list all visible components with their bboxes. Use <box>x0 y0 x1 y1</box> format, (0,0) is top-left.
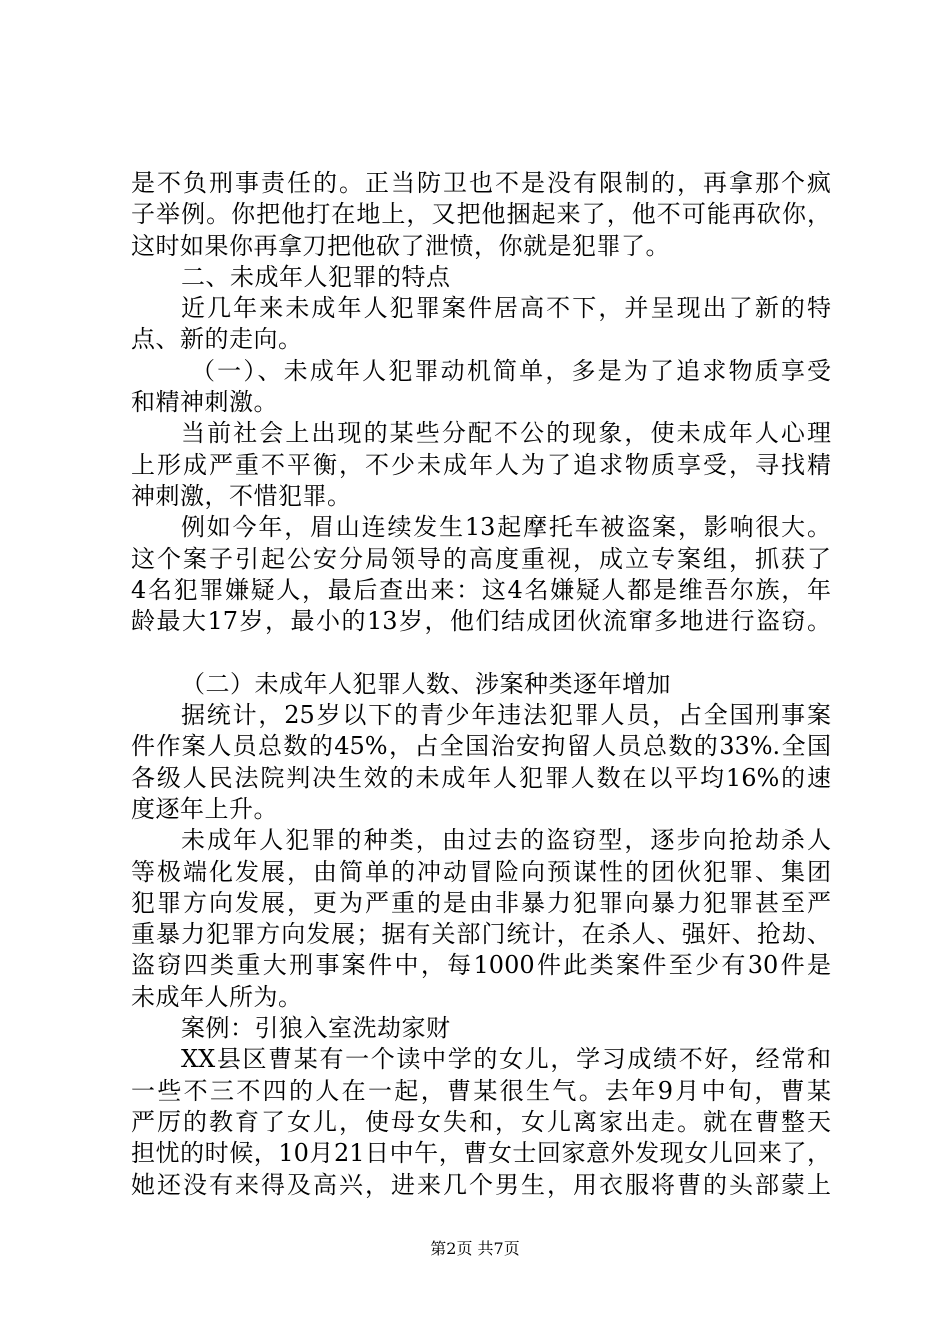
text-line: 点、新的走向。 <box>131 325 303 354</box>
text-line: 据统计，25岁以下的青少年违法犯罪人员，占全国刑事案 <box>181 701 831 730</box>
text-line: XX县区曹某有一个读中学的女儿，学习成绩不好，经常和 <box>181 1045 831 1074</box>
text-line: 龄最大17岁，最小的13岁，他们结成团伙流窜多地进行盗窃。 <box>131 607 831 636</box>
section-heading: 二、未成年人犯罪的特点 <box>181 262 451 291</box>
paragraph-gap <box>131 637 831 668</box>
text-line: 上形成严重不平衡，不少未成年人为了追求物质享受，寻找精 <box>131 450 831 479</box>
text-line: 重暴力犯罪方向发展；据有关部门统计，在杀人、强奸、抢劫、 <box>131 920 831 949</box>
text-line: 各级人民法院判决生效的未成年人犯罪人数在以平均16%的速 <box>131 763 831 792</box>
text-line: 这时如果你再拿刀把他砍了泄愤，你就是犯罪了。 <box>131 231 670 260</box>
text-line: 担忧的时候，10月21日中午，曹女士回家意外发现女儿回来了， <box>131 1139 831 1168</box>
text-line: 件作案人员总数的45%，占全国治安拘留人员总数的33%.全国 <box>131 732 831 761</box>
text-line: 神刺激，不惜犯罪。 <box>131 481 352 510</box>
text-line: 是不负刑事责任的。正当防卫也不是没有限制的，再拿那个疯 <box>131 169 831 197</box>
text-line: 犯罪方向发展，更为严重的是由非暴力犯罪向暴力犯罪甚至严 <box>131 888 831 917</box>
case-heading: 案例：引狼入室洗劫家财 <box>181 1014 451 1043</box>
text-line: 4名犯罪嫌疑人，最后查出来：这4名嫌疑人都是维吾尔族，年 <box>131 575 831 604</box>
subsection-heading: （一）、未成年人犯罪动机简单，多是为了追求物质享受 <box>191 356 831 385</box>
page-number: 第2页 共7页 <box>430 1239 520 1258</box>
subsection-heading: （二）未成年人犯罪人数、涉案种类逐年增加 <box>181 669 671 698</box>
text-line: 严厉的教育了女儿，使母女失和，女儿离家出走。就在曹整天 <box>131 1107 831 1136</box>
text-line: 例如今年，眉山连续发生13起摩托车被盗案，影响很大。 <box>181 513 831 542</box>
text-line: 她还没有来得及高兴，进来几个男生，用衣服将曹的头部蒙上 <box>131 1170 831 1199</box>
text-line: 未成年人犯罪的种类，由过去的盗窃型，逐步向抢劫杀人 <box>181 826 831 855</box>
text-line: 一些不三不四的人在一起，曹某很生气。去年9月中旬，曹某 <box>131 1076 831 1105</box>
text-line: 子举例。你把他打在地上，又把他捆起来了，他不可能再砍你， <box>131 200 831 229</box>
text-line: 度逐年上升。 <box>131 794 278 823</box>
text-line: 当前社会上出现的某些分配不公的现象，使未成年人心理 <box>181 419 831 448</box>
document-body <box>131 168 831 1201</box>
text-line: 这个案子引起公安分局领导的高度重视，成立专案组，抓获了 <box>131 544 831 573</box>
text-line: 近几年来未成年人犯罪案件居高不下，并呈现出了新的特 <box>181 294 831 323</box>
text-line: 等极端化发展，由简单的冲动冒险向预谋性的团伙犯罪、集团 <box>131 857 831 886</box>
text-line: 未成年人所为。 <box>131 982 303 1011</box>
text-line: 盗窃四类重大刑事案件中，每1000件此类案件至少有30件是 <box>131 951 831 980</box>
text-line: 和精神刺激。 <box>131 388 278 417</box>
